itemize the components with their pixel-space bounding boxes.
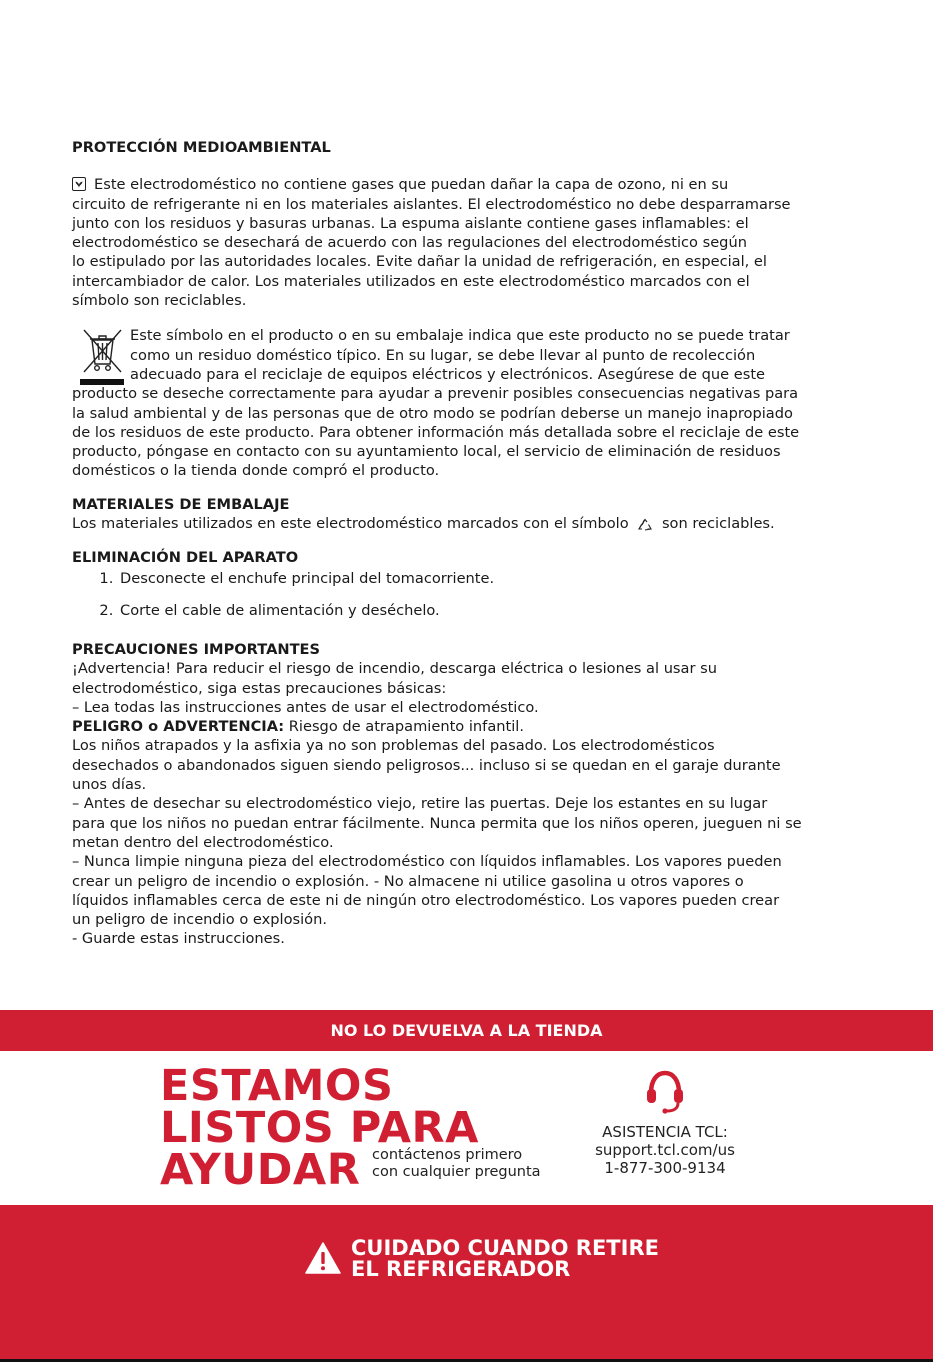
- text-line: domésticos o la tienda donde compró el producto.: [72, 462, 440, 480]
- contact-note: [372, 1147, 541, 1181]
- support-phone: 1-877-300-9134: [604, 1159, 726, 1177]
- text-line: junto con los residuos y basuras urbanas. La espuma aislante contiene gases inflamables: el: [72, 214, 749, 232]
- text-line: como un residuo doméstico típico. En su lugar, se debe llevar al punto de recolección: [130, 346, 756, 364]
- text-line: Los niños atrapados y la asfixia ya no son problemas del pasado. Los electrodomésticos: [72, 737, 715, 755]
- text-line: circuito de refrigerante ni en los materiales aislantes. El electrodoméstico no debe desparramarse: [72, 195, 791, 213]
- text-line: lo estipulado por las autoridades locales. Evite dañar la unidad de refrigeración, en especial, el: [72, 253, 767, 271]
- list-item: 1. Desconecte el enchufe principal del tomacorriente.: [118, 569, 864, 588]
- text-line: producto se deseche correctamente para ayudar a prevenir posibles consecuencias negativas para: [72, 385, 799, 403]
- ozone-first-line: Este electrodoméstico no contiene gases que puedan dañar la capa de ozono, ni en su: [94, 176, 729, 194]
- note-line: con cualquier pregunta: [372, 1164, 541, 1180]
- headline-line: ESTAMOS: [160, 1061, 394, 1111]
- precautions-section: [72, 640, 864, 949]
- text-line: Los materiales utilizados en este electrodoméstico marcados con el símbolo: [72, 515, 629, 533]
- text-line: ¡Advertencia! Para reducir el riesgo de incendio, descarga eléctrica o lesiones al usar su: [72, 660, 717, 678]
- text-line: de los residuos de este producto. Para obtener información más detallada sobre el reciclaje de este: [72, 423, 800, 441]
- precautions-title: PRECAUCIONES IMPORTANTES: [72, 640, 321, 658]
- weee-indented-text: [72, 326, 864, 384]
- weee-paragraph: [72, 326, 864, 480]
- text-line: unos días.: [72, 776, 147, 794]
- danger-label: PELIGRO o ADVERTENCIA:: [72, 718, 285, 736]
- text-line: intercambiador de calor. Los materiales utilizados en este electrodoméstico marcados con el: [72, 272, 750, 290]
- content-area: [72, 138, 864, 949]
- danger-text: Riesgo de atrapamiento infantil.: [284, 718, 524, 736]
- support-url: support.tcl.com/us: [595, 1141, 735, 1159]
- text-line: metan dentro del electrodoméstico.: [72, 833, 334, 851]
- text-line: símbolo son reciclables.: [72, 292, 247, 310]
- text-line: la salud ambiental y de las personas que de otro modo se podrían deberse un manejo inapropiado: [72, 404, 793, 422]
- caution-line: CUIDADO CUANDO RETIRE: [351, 1236, 659, 1260]
- packaging-title: MATERIALES DE EMBALAJE: [72, 495, 290, 513]
- text-line: Este símbolo en el producto o en su embalaje indica que este producto no se puede tratar: [130, 327, 790, 345]
- text-line: – Antes de desechar su electrodoméstico viejo, retire las puertas. Deje los estantes en su lugar: [72, 795, 768, 813]
- text-line: producto, póngase en contacto con su ayuntamiento local, el servicio de eliminación de residuos: [72, 443, 781, 461]
- note-line: contáctenos primero: [372, 1147, 523, 1163]
- text-line: – Lea todas las instrucciones antes de usar el electrodoméstico.: [72, 698, 539, 716]
- text-line: para que los niños no puedan entrar fácilmente. Nunca permita que los niños operen, jueguen ni se: [72, 814, 802, 832]
- packaging-text: [72, 514, 864, 534]
- support-label: ASISTENCIA TCL:: [602, 1123, 728, 1141]
- help-panel: [0, 1051, 933, 1205]
- crossed-bin-icon: [80, 328, 124, 386]
- text-line: adecuado para el reciclaje de equipos eléctricos y electrónicos. Asegúrese de que este: [130, 365, 766, 383]
- disposal-steps: [72, 569, 864, 620]
- ozone-paragraph: [72, 175, 864, 310]
- warning-triangle-icon: [305, 1242, 341, 1274]
- text-line: – Nunca limpie ninguna pieza del electrodoméstico con líquidos inflamables. Los vapores pueden: [72, 853, 782, 871]
- text-line: - Guarde estas instrucciones.: [72, 930, 285, 948]
- ozone-safe-icon: [72, 177, 86, 191]
- text-line: desechados o abandonados siguen siendo peligrosos... incluso si se quedan en el garaje durante: [72, 756, 781, 774]
- text-line: son reciclables.: [661, 515, 775, 533]
- headset-icon: [645, 1069, 685, 1115]
- do-not-return-banner: NO LO DEVUELVA A LA TIENDA: [0, 1010, 933, 1051]
- disposal-section: [72, 548, 864, 620]
- list-item: 2. Corte el cable de alimentación y deséchelo.: [118, 601, 864, 620]
- text-line: un peligro de incendio o explosión.: [72, 911, 327, 929]
- text-line: electrodoméstico se desechará de acuerdo con las regulaciones del electrodoméstico según: [72, 234, 747, 252]
- headline-line: LISTOS PARA: [160, 1103, 479, 1153]
- caution-text: [351, 1238, 731, 1280]
- headline-line: AYUDAR: [160, 1145, 361, 1195]
- recycle-icon: [637, 518, 653, 534]
- support-info: [580, 1069, 750, 1177]
- text-line: líquidos inflamables cerca de este ni de ningún otro electrodoméstico. Los vapores pueden crear: [72, 891, 780, 909]
- env-title: PROTECCIÓN MEDIOAMBIENTAL: [72, 139, 331, 156]
- caution-banner: [0, 1205, 933, 1362]
- weee-text: [72, 384, 864, 480]
- precautions-text: [72, 659, 864, 948]
- text-line: crear un peligro de incendio o explosión. - No almacene ni utilice gasolina u otros vapores o: [72, 872, 744, 890]
- caution-line: EL REFRIGERADOR: [351, 1257, 571, 1281]
- disposal-title: ELIMINACIÓN DEL APARATO: [72, 549, 299, 567]
- text-line: electrodoméstico, siga estas precauciones básicas:: [72, 679, 447, 697]
- packaging-section: [72, 495, 864, 534]
